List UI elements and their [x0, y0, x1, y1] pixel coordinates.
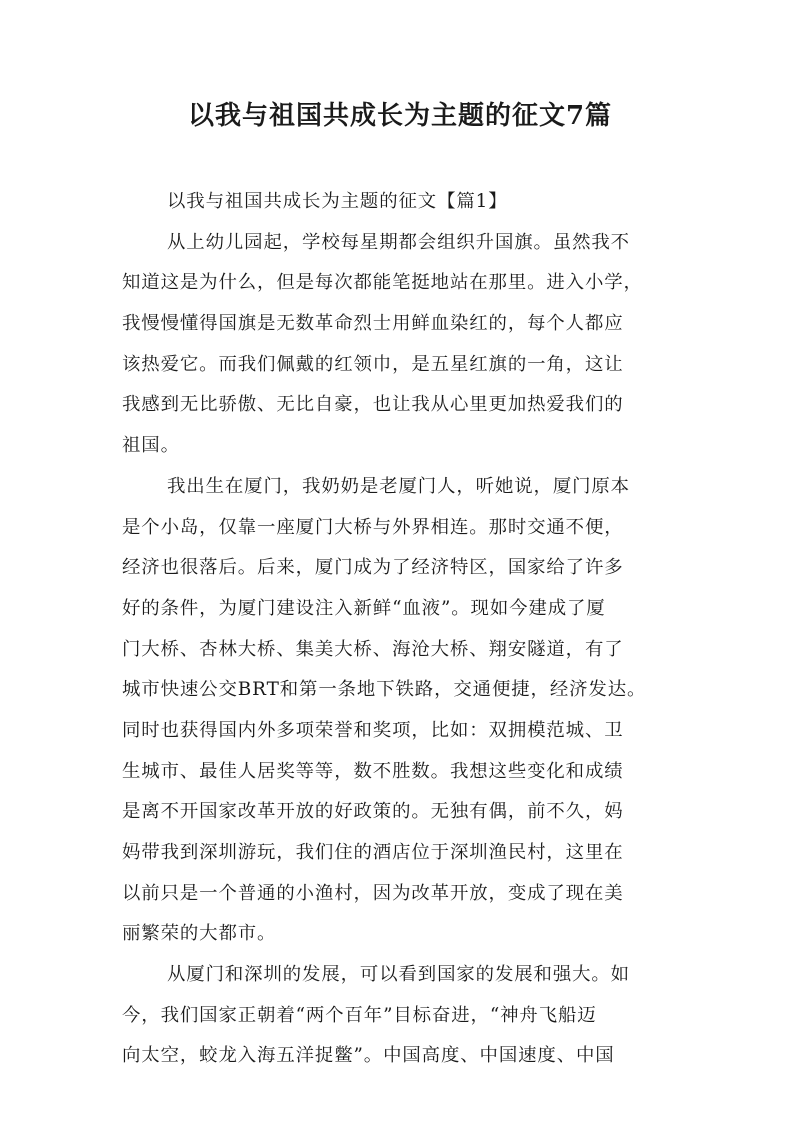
paragraph-line: 门大桥、杏林大桥、集美大桥、海沧大桥、翔安隧道，有了 — [122, 638, 624, 660]
paragraph-line: 我出生在厦门，我奶奶是老厦门人，听她说，厦门原本 — [167, 475, 630, 497]
paragraph-line: 以前只是一个普通的小渔村，因为改革开放，变成了现在美 — [122, 882, 624, 904]
paragraph-line: 我感到无比骄傲、无比自豪，也让我从心里更加热爱我们的 — [122, 394, 624, 416]
paragraph-line: 从上幼儿园起，学校每星期都会组织升国旗。虽然我不 — [167, 231, 630, 253]
paragraph-line: 从厦门和深圳的发展，可以看到国家的发展和强大。如 — [167, 964, 630, 986]
paragraph-line: 生城市、最佳人居奖等等，数不胜数。我想这些变化和成绩 — [122, 760, 624, 782]
paragraph-line: 知道这是为什么，但是每次都能笔挺地站在那里。进入小学， — [122, 272, 643, 294]
paragraph-line: 好的条件，为厦门建设注入新鲜“血液”。现如今建成了厦 — [122, 597, 606, 619]
paragraph-line: 同时也获得国内外多项荣誉和奖项，比如：双拥模范城、卫 — [122, 719, 624, 741]
paragraph-line: 城市快速公交BRT和第一条地下铁路，交通便捷，经济发达。 — [122, 679, 647, 701]
paragraph-line: 经济也很落后。后来，厦门成为了经济特区，国家给了许多 — [122, 557, 624, 579]
paragraph-line: 该热爱它。而我们佩戴的红领巾，是五星红旗的一角，这让 — [122, 353, 624, 375]
paragraph-line: 丽繁荣的大都市。 — [122, 923, 277, 945]
document-title: 以我与祖国共成长为主题的征文7篇 — [187, 101, 613, 131]
paragraph-line: 是离不开国家改革开放的好政策的。无独有偶，前不久，妈 — [122, 801, 624, 823]
document-body — [122, 182, 682, 1077]
paragraph-line: 今，我们国家正朝着“两个百年”目标奋进，“神舟飞船迈 — [122, 1004, 597, 1026]
paragraph-line: 是个小岛，仅靠一座厦门大桥与外界相连。那时交通不便， — [122, 516, 624, 538]
paragraph-line: 妈带我到深圳游玩，我们住的酒店位于深圳渔民村，这里在 — [122, 842, 624, 863]
section-heading: 以我与祖国共成长为主题的征文【篇1】 — [167, 191, 508, 212]
paragraph-line: 向太空，蛟龙入海五洋捉鳖”。中国高度、中国速度、中国 — [122, 1045, 615, 1067]
paragraph-line: 我慢慢懂得国旗是无数革命烈士用鲜血染红的，每个人都应 — [122, 313, 624, 335]
paragraph-line: 祖国。 — [122, 435, 180, 457]
